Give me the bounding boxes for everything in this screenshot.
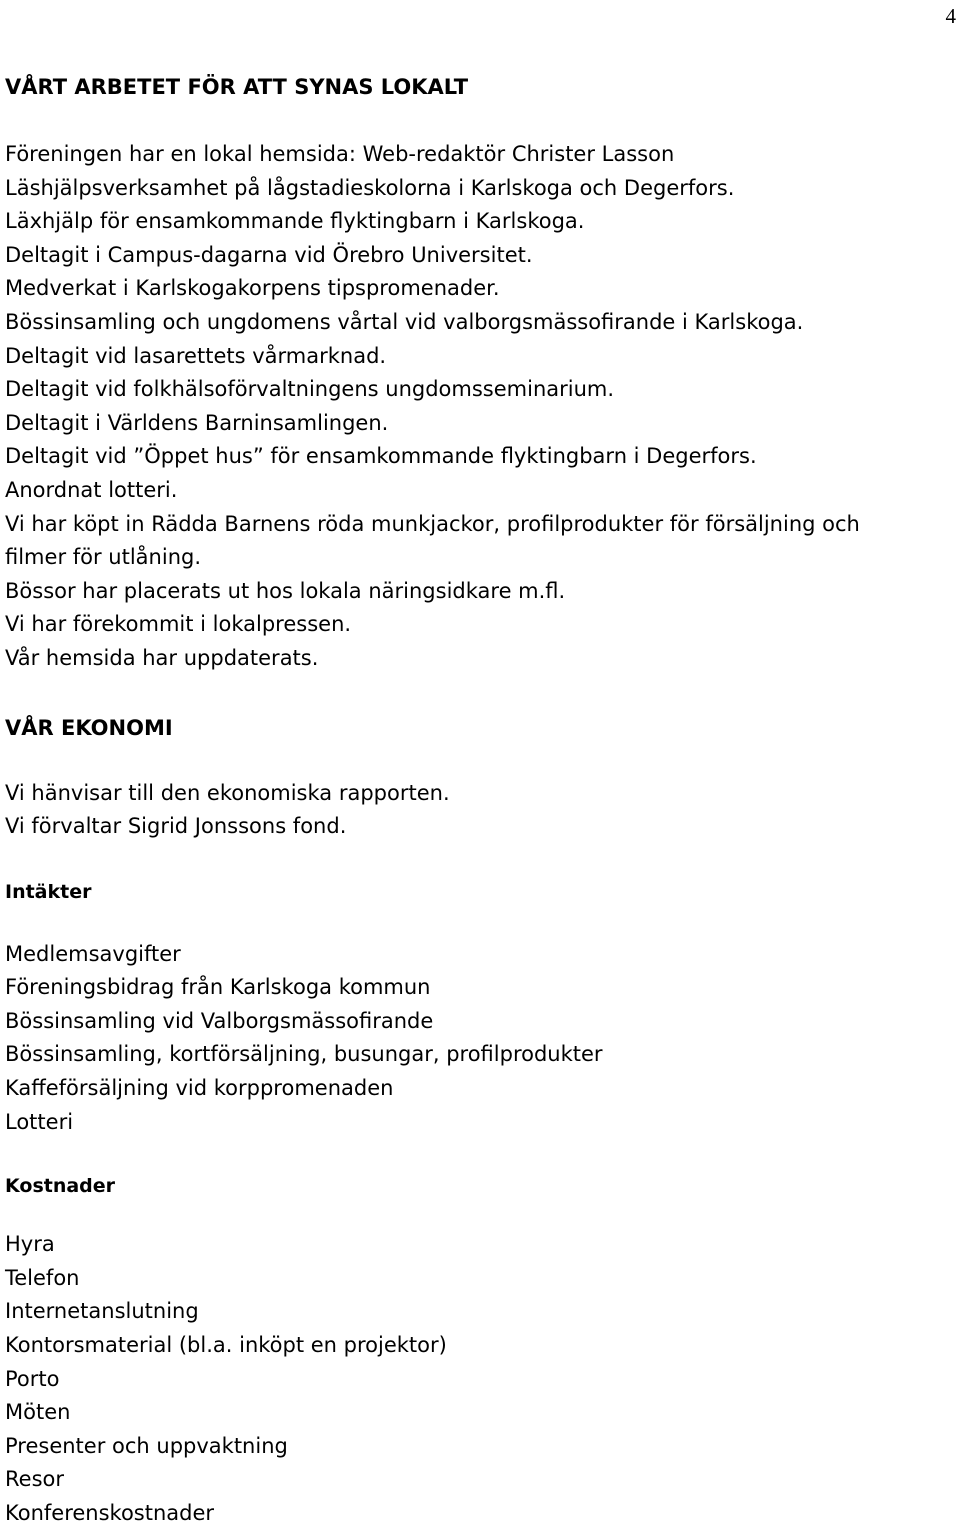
page-number: 4 [945,4,956,28]
economy-list [5,777,945,844]
activity-line: Vår hemsida har uppdaterats. [5,645,319,670]
income-list [5,938,945,1140]
income-item: Föreningsbidrag från Karlskoga kommun [5,975,431,1000]
costs-heading: Kostnader [5,1175,116,1198]
activity-line: Vi har köpt in Rädda Barnens röda munkjackor, profilprodukter för försäljning och [5,511,860,536]
income-heading: Intäkter [5,880,92,903]
activity-line: Föreningen har en lokal hemsida: Web-redaktör Christer Lasson [5,142,675,166]
cost-item: Internetanslutning [5,1299,199,1324]
income-item: Bössinsamling vid Valborgsmässofirande [5,1008,434,1033]
activity-line: Medverkat i Karlskogakorpens tipspromenader. [5,276,500,301]
economy-line: Vi hänvisar till den ekonomiska rapporten. [5,780,450,805]
cost-item: Möten [5,1400,71,1425]
activity-line: Anordnat lotteri. [5,477,178,502]
activity-line: Läshjälpsverksamhet på lågstadieskolorna i Karlskoga och Degerfors. [5,175,735,200]
activity-line: Vi har förekommit i lokalpressen. [5,612,352,637]
activity-line: Bössor har placerats ut hos lokala näringsidkare m.fl. [5,578,566,603]
income-item: Kaffeförsäljning vid korppromenaden [5,1076,394,1101]
document-body [5,68,945,1531]
cost-item: Presenter och uppvaktning [5,1433,288,1458]
cost-item: Resor [5,1467,64,1492]
activity-line: filmer för utlåning. [5,545,202,570]
cost-item: Kontorsmaterial (bl.a. inköpt en projektor) [5,1333,447,1358]
economy-line: Vi förvaltar Sigrid Jonssons fond. [5,814,347,839]
activity-line: Bössinsamling och ungdomens vårtal vid valborgsmässofirande i Karlskoga. [5,309,804,334]
cost-item: Hyra [5,1232,55,1257]
activity-line: Deltagit i Campus-dagarna vid Örebro Universitet. [5,242,533,267]
costs-list [5,1228,945,1530]
income-item: Lotteri [5,1109,74,1134]
activity-line: Deltagit vid lasarettets vårmarknad. [5,343,387,368]
activity-line: Deltagit vid ”Öppet hus” för ensamkommande flyktingbarn i Degerfors. [5,444,757,469]
activity-line: Deltagit vid folkhälsoförvaltningens ungdomsseminarium. [5,377,615,402]
activities-list [5,138,945,676]
cost-item: Konferenskostnader [5,1501,215,1525]
cost-item: Porto [5,1366,60,1391]
income-item: Bössinsamling, kortförsäljning, busungar, profilprodukter [5,1042,603,1067]
cost-item: Telefon [5,1265,80,1290]
economy-heading: VÅR EKONOMI [5,715,173,740]
activities-heading: VÅRT ARBETET FÖR ATT SYNAS LOKALT [5,75,469,99]
activity-line: Deltagit i Världens Barninsamlingen. [5,410,389,435]
income-item: Medlemsavgifter [5,941,181,966]
activity-line: Läxhjälp för ensamkommande flyktingbarn i Karlskoga. [5,209,585,234]
